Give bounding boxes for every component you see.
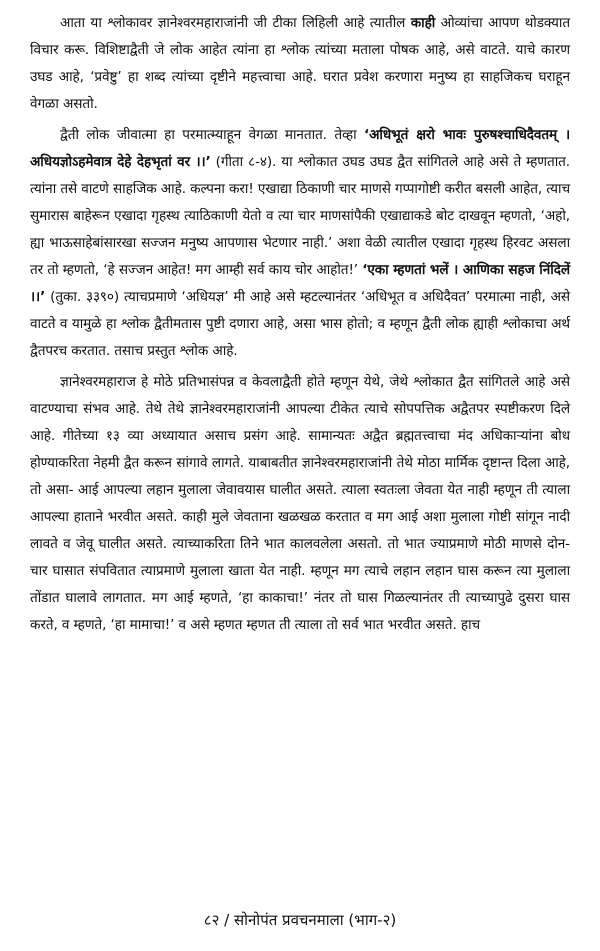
paragraph-1-bold-1: काही [410,15,436,31]
paragraph-2-gita-quote: ‘अधिभूतं क्षरो भावः पुरुषश्चाधिदैवतम्‌ । अधियज्ञोऽहमेवात्र देहे देहभृतां वर ।।’ [30,127,570,170]
paragraph-2 [30,122,570,365]
paragraph-1 [30,10,570,118]
paragraph-2-text-3: (तुका. ३३९०) त्याचप्रमाणे ‘अधियज्ञ’ मी आहे असे म्हटल्यानंतर ‘अधिभूत व अधिदैवत’ परमात्मा नाही, असे वाटते व यामुळे हा श्लोक द्वैतीमतास पुष्टी दणारा आहे, असा भास होतो; व म्हणून द्वैती लोक ह्याही श्लोकाचा अर्थ द्वैतपरच करतात. तसाच प्रस्तुत श्लोक आहे. [30,289,570,359]
paragraph-1-text-1: आता या श्लोकावर ज्ञानेश्वरमहाराजांनी जी टीका लिहिली आहे त्यातील [60,15,411,31]
paragraph-3 [30,369,570,639]
paragraph-2-text-1: द्वैती लोक जीवात्मा हा परमात्म्याहून वेगळा मानतात. तेव्हा [60,127,365,143]
paragraph-3-text-1: ज्ञानेश्वरमहाराज हे मोठे प्रतिभासंपन्न व केवलाद्वैती होते म्हणून येथे, जेथे श्लोकात द्वैत सांगितले आहे असे वाटण्याचा संभव आहे. तेथे तेथे ज्ञानेश्वरमहाराजांनी आपल्या टीकेत त्याचे सोपपत्तिक अद्वैतपर स्पष्टीकरण दिले आहे. गीतेच्या १३ व्या अध्यायात असाच प्रसंग आहे. सामान्यतः अद्वैत ब्रह्मतत्त्वाचा मंद अधिकाऱ्यांना बोध होण्याकरिता नेहमी द्वैत करून सांगावे लागते. याबाबतीत ज्ञानेश्वरमहाराजांनी तेथे मोठा मार्मिक दृष्टान्त दिला आहे, तो असा- आई आपल्या लहान मुलाला जेवावयास घालीत असते. त्याला स्वतःला जेवता येत नाही म्हणून ती त्याला आपल्या हाताने भरवीत असते. काही मुले जेवताना खळखळ करतात व मग आई अशा मुलाला गोष्टी सांगून नादी लावते व जेवू घालीत असते. त्याच्याकरिता तिने भात कालवलेला असतो. तो भात ज्याप्रमाणे मोठी माणसे दोन-चार घासात संपवितात त्याप्रमाणे मुलाला खाता येत नाही. म्हणून मग त्याचे लहान लहान घास करून त्या मुलाला तोंडात घालावे लागतात. मग आई म्हणते, ‘हा काकाचा!’ नंतर तो घास गिळल्यानंतर ती त्याच्यापुढे दुसरा घास करते, व म्हणते, ‘हा मामाचा!’ व असे म्हणत म्हणत ती त्याला तो सर्व भात भरवीत असते. हाच [30,374,570,633]
paragraph-2-text-2: (गीता ८-४). या श्लोकात उघड उघड द्वैत सांगितले आहे असे ते म्हणतात. त्यांना तसे वाटणे साहजिक आहे. कल्पना करा! एखाद्या ठिकाणी चार माणसे गप्पागोष्टी करीत बसली आहेत, त्याच सुमारास बाहेरून एखादा गृहस्थ त्याठिकाणी येतो व त्या चार माणसांपैकी एखाद्याकडे बोट दाखवून म्हणतो, ‘अहो, ह्या भाऊसाहेबांसारखा सज्जन मनुष्य आपणास भेटणार नाही.’ अशा वेळी त्यातील एखादा गृहस्थ हिरवट असला तर तो म्हणतो, ‘हे सज्जन आहेत! मग आम्ही सर्व काय चोर आहोत!’ [30,154,570,278]
page-footer: ८२ / सोनोपंत प्रवचनमाला (भाग-२) [203,911,397,929]
paragraph-2-tukaram-quote: ‘एका म्हणतां भलें । आणिका सहज निंदिलें ।।’ [30,262,570,305]
paragraph-1-text-2: ओव्यांचा आपण थोडक्यात विचार करू. विशिष्टाद्वैती जे लोक आहेत त्यांना हा श्लोक त्यांच्या मताला पोषक आहे, असे वाटते. याचे कारण उघड आहे, ‘प्रवेष्टु’ हा शब्द त्यांच्या दृष्टीने महत्त्वाचा आहे. घरात प्रवेश करणारा मनुष्य हा साहजिकच घराहून वेगळा असतो. [30,15,570,112]
